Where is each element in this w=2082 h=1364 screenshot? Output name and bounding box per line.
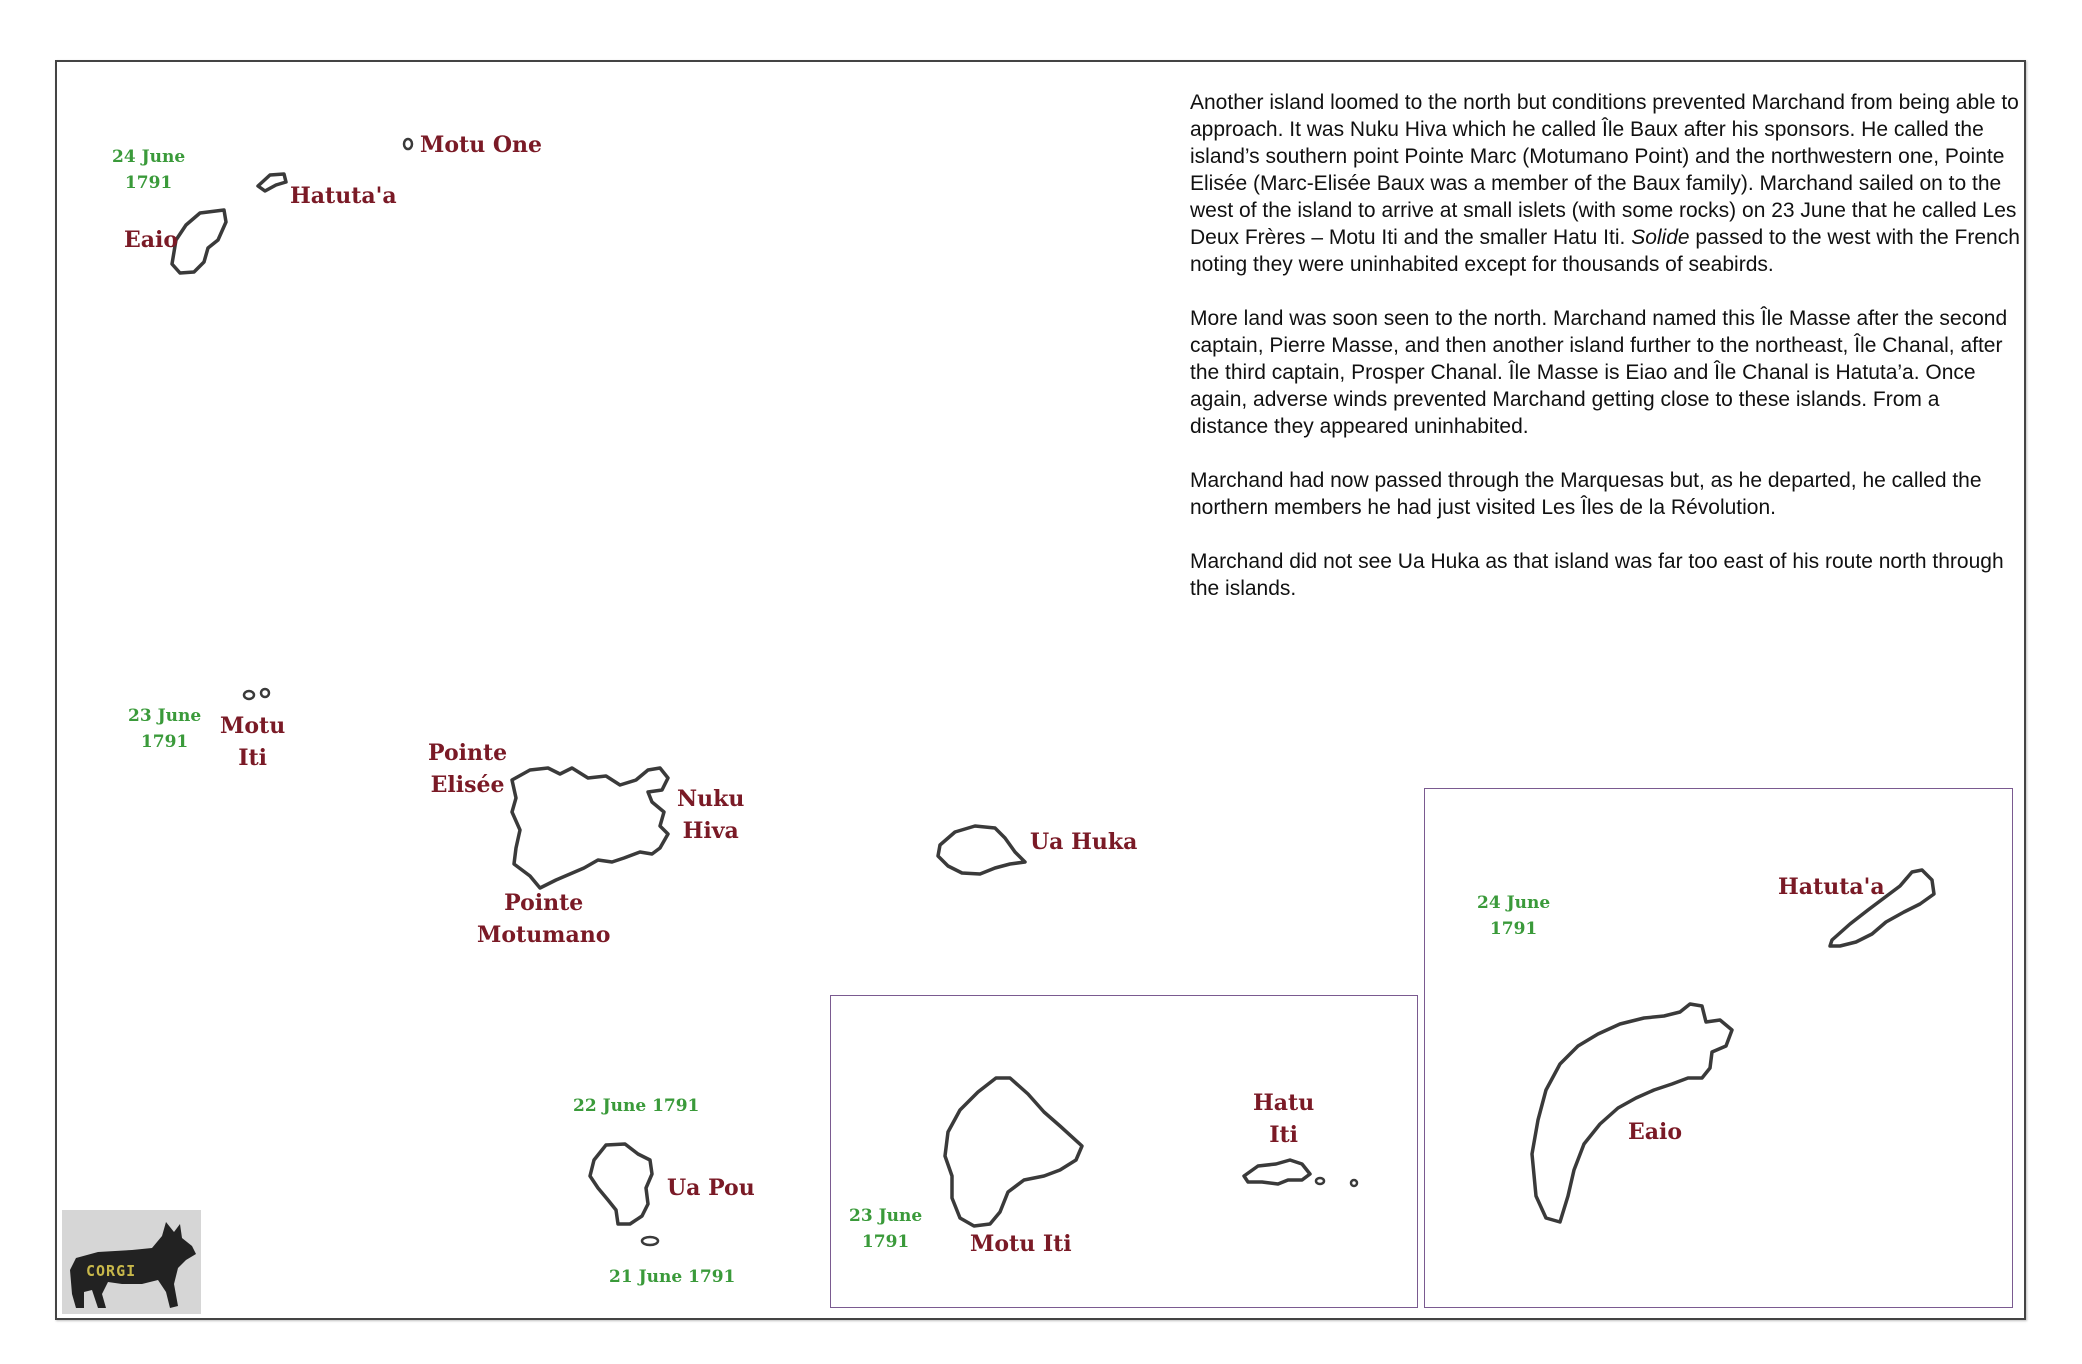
inset-motu-iti-date-label: 23 June 1791 — [849, 1206, 923, 1252]
inset-hatu-iti-island — [1244, 1160, 1310, 1184]
ua-pou-date-top-label: 22 June 1791 — [573, 1096, 700, 1116]
inset-hatu-iti-label: Hatu Iti — [1253, 1090, 1315, 1148]
inset-hatu-iti-rock-1 — [1316, 1178, 1324, 1184]
inset-motu-iti-label: Motu Iti — [970, 1231, 1072, 1257]
motu-iti-label: Motu Iti — [220, 713, 286, 771]
narrative-text — [1190, 89, 2020, 629]
pointe-motumano-label: Pointe Motumano — [477, 890, 611, 948]
nuku-hiva-island — [512, 768, 668, 888]
ua-huka-label: Ua Huka — [1030, 829, 1138, 855]
eaio-label: Eaio — [124, 227, 179, 253]
paragraph-2: More land was soon seen to the north. Marchand named this Île Masse after the second captain, Pierre Masse, and then another island further to the northeast, Île Chanal, after the third captain, Prosper Chanal. Île Masse is Eiao and Île Chanal is Hatuta’a. Once again, adverse winds prevented Marchand getting close to these islands. From a distance they appeared uninhabited. — [1190, 307, 2008, 438]
motu-one-island — [404, 139, 412, 149]
inset-hatu-iti-rock-2 — [1351, 1180, 1357, 1186]
inset-eiao-date-label: 24 June 1791 — [1477, 893, 1551, 939]
pointe-elisee-label: Pointe Elisée — [428, 740, 508, 798]
eiao-date-label: 24 June 1791 — [112, 147, 186, 193]
inset-eaio-label: Eaio — [1628, 1119, 1683, 1145]
corgi-logo — [62, 1210, 201, 1314]
eiao-island — [172, 210, 226, 273]
inset-hatutaa-label: Hatuta'a — [1778, 874, 1885, 900]
inset-eiao-island — [1532, 1004, 1732, 1222]
motu-iti-date-label: 23 June 1791 — [128, 706, 202, 752]
motu-iti-islet-2 — [261, 689, 269, 697]
hatutaa-label: Hatuta'a — [290, 183, 397, 209]
ua-pou-label: Ua Pou — [667, 1175, 755, 1201]
ua-pou-islet — [642, 1237, 658, 1245]
paragraph-1: Another island loomed to the north but conditions prevented Marchand from being able to approach. It was Nuku Hiva which he called Île Baux after his sponsors. He called the island’s southern point Pointe Marc (Motumano Point) and the northwestern one, Pointe Elisée (Marc-Elisée Baux was a member of the Baux family). Marchand sailed on to the west of the island to arrive at small islets (with some rocks) on 23 June that he called Les Deux Frères – Motu Iti and the smaller Hatu Iti. Solide passed to the west with the French noting they were uninhabited except for thousands of seabirds. — [1190, 91, 2020, 276]
paragraph-4: Marchand did not see Ua Huka as that island was far too east of his route north through the islands. — [1190, 550, 2004, 600]
ua-huka-island — [938, 826, 1025, 874]
paragraph-3: Marchand had now passed through the Marquesas but, as he departed, he called the northern members he had just visited Les Îles de la Révolution. — [1190, 469, 1982, 519]
motu-one-label: Motu One — [420, 132, 542, 158]
logo-text: CORGI — [86, 1262, 137, 1280]
nuku-hiva-label: Nuku Hiva — [677, 786, 745, 844]
ua-pou-island — [590, 1144, 652, 1224]
ua-pou-date-bottom-label: 21 June 1791 — [609, 1267, 736, 1287]
motu-iti-islet-1 — [244, 691, 254, 699]
inset-motu-iti-island — [945, 1078, 1082, 1226]
hatutaa-island — [258, 174, 286, 191]
